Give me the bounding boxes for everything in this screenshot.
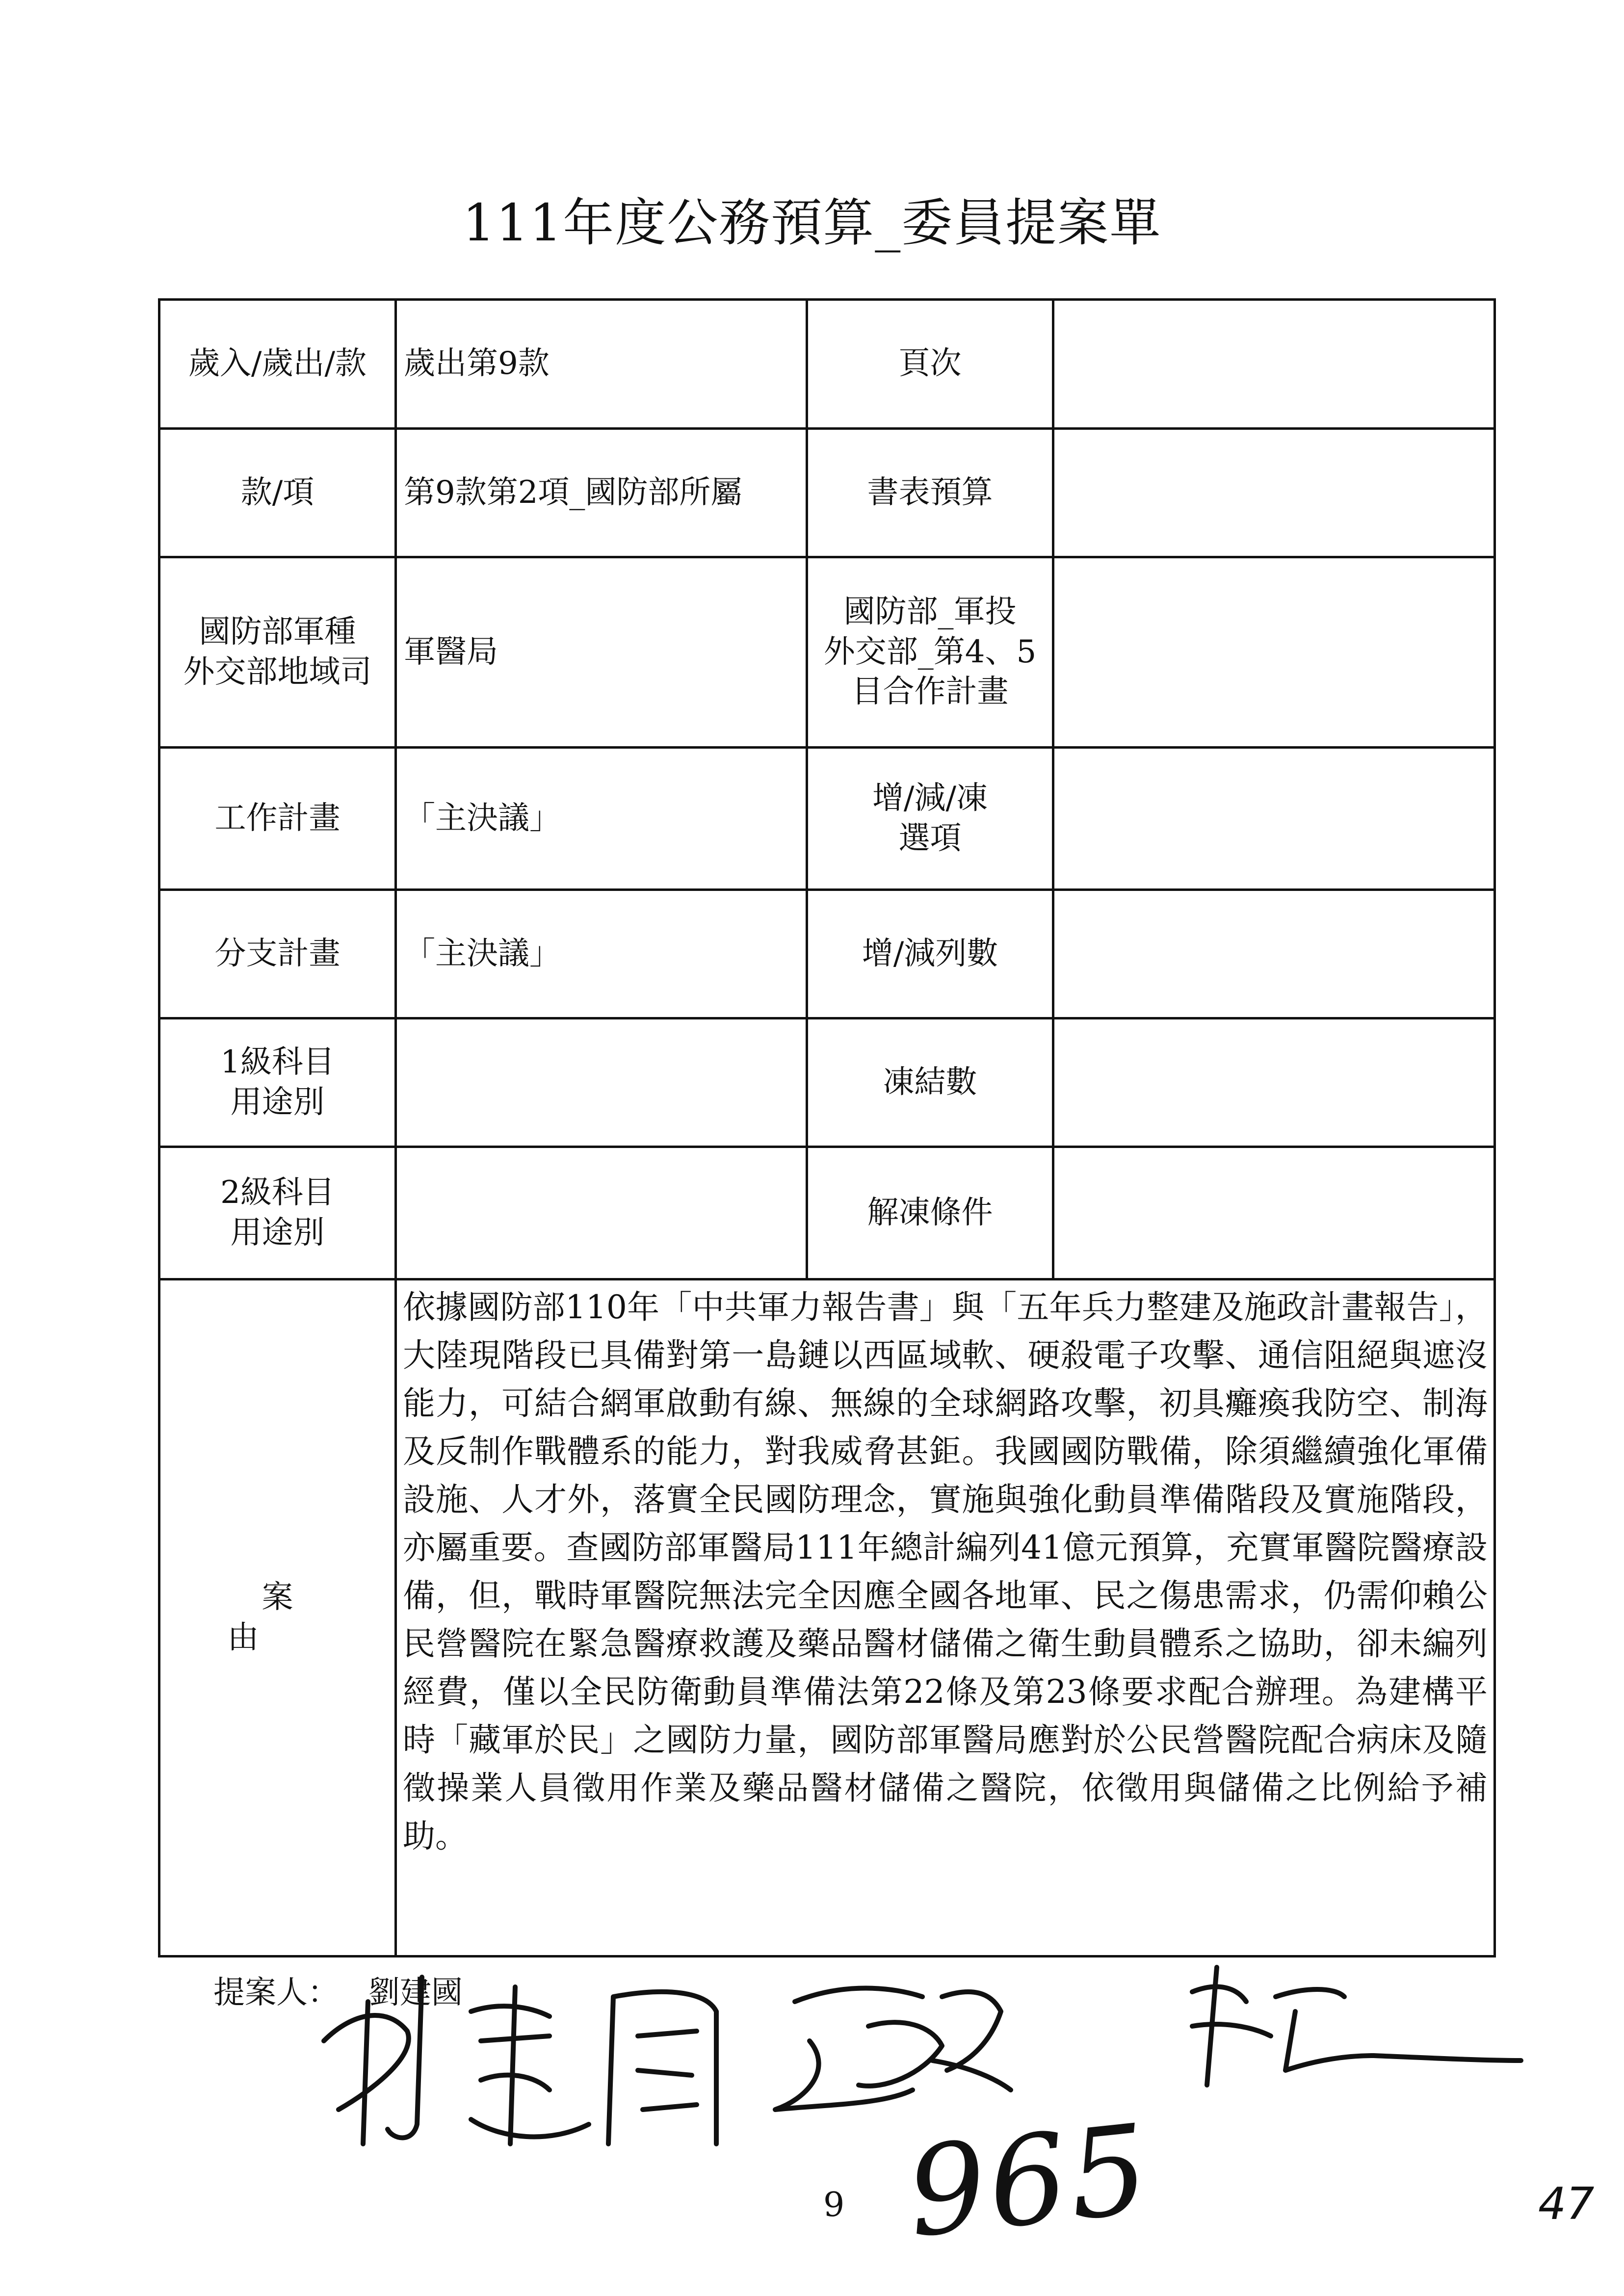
signature-stroke-2: [471, 1987, 589, 2144]
reason-label-text: 案由: [227, 1579, 362, 1656]
page-number: 9: [823, 2186, 845, 2224]
signature-stroke-5: [1192, 1967, 1521, 2085]
signature-stroke-3: [608, 1992, 716, 2144]
value-budget-type: 歲出第9款: [396, 300, 807, 429]
label-budget-type: 歲入/歲出/款: [159, 300, 396, 429]
value-freeze-amount: [1053, 1018, 1495, 1147]
label-level1-subject: 1級科目 用途別: [159, 1018, 396, 1147]
handwritten-number: 965: [901, 2097, 1158, 2265]
form-row-work-plan: [159, 748, 1495, 890]
document-title: 111年度公務預算_委員提案單: [462, 193, 1162, 253]
label-unfreeze-condition: 解凍條件: [807, 1147, 1053, 1279]
form-row-reason: [159, 1279, 1495, 1957]
label-freeze-amount: 凍結數: [807, 1018, 1053, 1147]
value-adjust-amount: [1053, 890, 1495, 1018]
form-row-branch: [159, 557, 1495, 748]
reason-text: 依據國防部110年「中共軍力報告書」與「五年兵力整建及施政計畫報告」，大陸現階段已具備對第一島鏈以西區域軟、硬殺電子攻擊、通信阻絕與遮沒能力，可結合網軍啟動有線、無線的全球網路攻擊，初具癱瘓我防空、制海及反制作戰體系的能力，對我威脅甚鉅。我國國防戰備，除須繼續強化軍備設施、人才外，落實全民國防理念，實施與強化動員準備階段及實施階段，亦屬重要。查國防部軍醫局111年總計編列41億元預算，充實軍醫院醫療設備，但，戰時軍醫院無法完全因應全國各地軍、民之傷患需求，仍需仰賴公民營醫院在緊急醫療救護及藥品醫材儲備之衛生動員體系之協助，卻未編列經費，僅以全民防衛動員準備法第22條及第23條要求配合辦理。為建構平時「藏軍於民」之國防力量，國防部軍醫局應對於公民營醫院配合病床及隨徵操業人員徵用作業及藥品醫材儲備之醫院，依徵用與儲備之比例給予補助。: [396, 1279, 1495, 1957]
value-work-plan: 「主決議」: [396, 748, 807, 890]
proposer-label: 提案人：: [213, 1975, 339, 2011]
value-page: [1053, 300, 1495, 429]
label-work-plan: 工作計畫: [159, 748, 396, 890]
value-unfreeze-condition: [1053, 1147, 1495, 1279]
label-page: 頁次: [807, 300, 1053, 429]
form-row-level1-subject: [159, 1018, 1495, 1147]
value-printed-budget: [1053, 429, 1495, 557]
form-row-level2-subject: [159, 1147, 1495, 1279]
signature-stroke-1: [324, 1977, 422, 2144]
corner-number: 47: [1538, 2178, 1595, 2230]
label-printed-budget: 書表預算: [807, 429, 1053, 557]
value-sub-plan: 「主決議」: [396, 890, 807, 1018]
label-sub-plan: 分支計畫: [159, 890, 396, 1018]
signature-stroke-4: [775, 1988, 1011, 2110]
form-row-sub-plan: [159, 890, 1495, 1018]
value-level1-subject: [396, 1018, 807, 1147]
label-adjust-option: 增/減/凍 選項: [807, 748, 1053, 890]
value-adjust-option: [1053, 748, 1495, 890]
value-cooperation-plan: [1053, 557, 1495, 748]
label-level2-subject: 2級科目 用途別: [159, 1147, 396, 1279]
value-branch: 軍醫局: [396, 557, 807, 748]
value-section: 第9款第2項_國防部所屬: [396, 429, 807, 557]
label-reason: [159, 1279, 396, 1957]
label-adjust-amount: 增/減列數: [807, 890, 1053, 1018]
form-row-section: [159, 429, 1495, 557]
form-row-budget-type: [159, 300, 1495, 429]
proposer-name: 劉建國: [368, 1975, 463, 2011]
label-section: 款/項: [159, 429, 396, 557]
value-level2-subject: [396, 1147, 807, 1279]
label-cooperation-plan: 國防部_軍投 外交部_第4、5 目合作計畫: [807, 557, 1053, 748]
label-branch: 國防部軍種 外交部地域司: [159, 557, 396, 748]
proposal-form-table: [158, 298, 1496, 1957]
